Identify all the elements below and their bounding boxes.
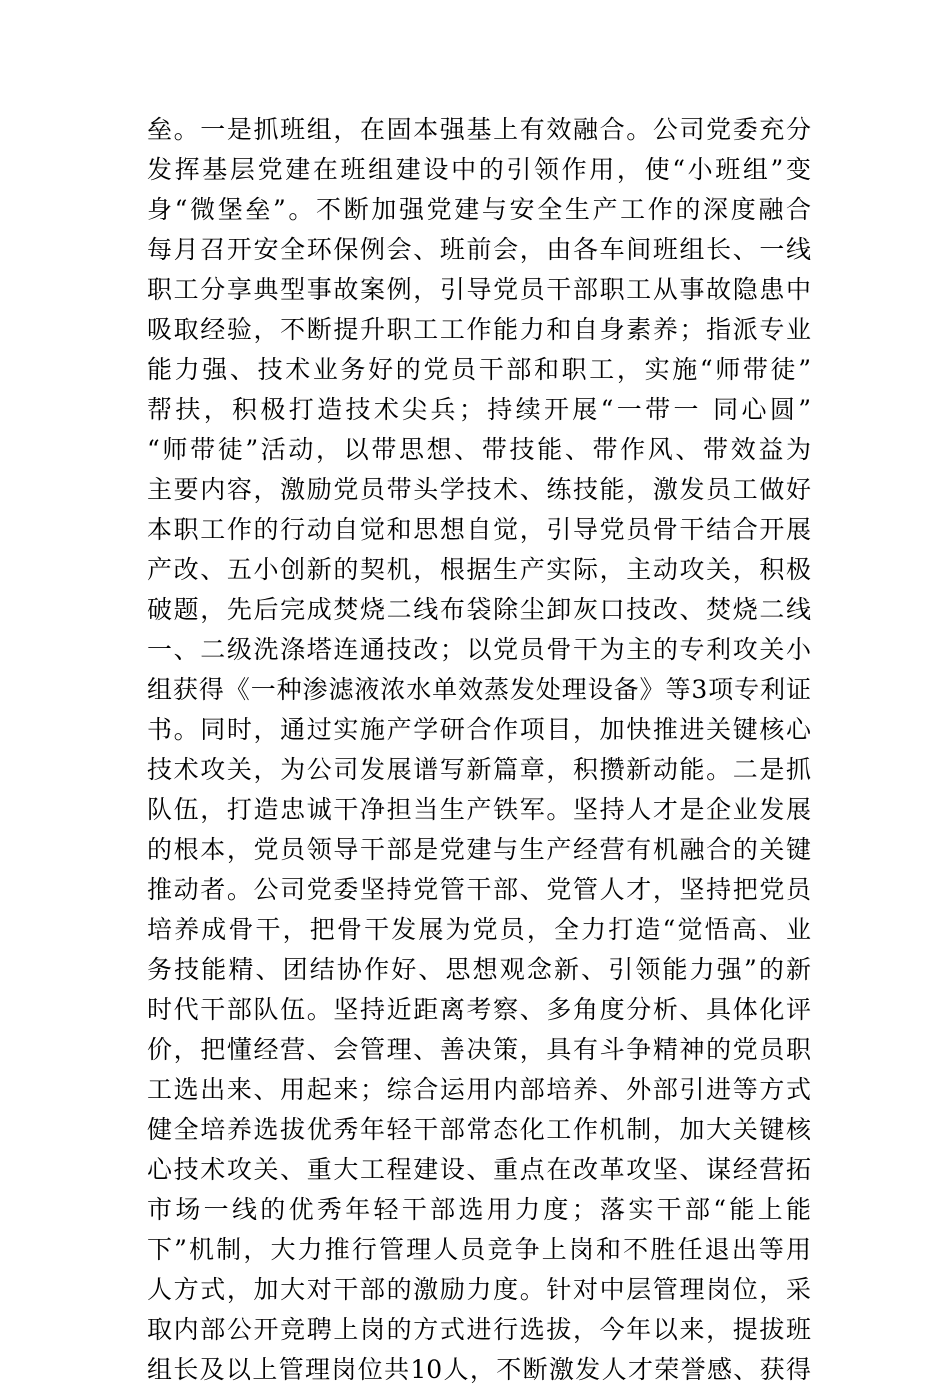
text-line: 能力强、技术业务好的党员干部和职工，实施“师带徒” (147, 355, 811, 384)
text-line: 一、二级洗涤塔连通技改；以党员骨干为主的专利攻关小 (147, 635, 811, 664)
text-line: 组获得《一种渗滤液浓水单效蒸发处理设备》等3项专利证 (147, 675, 811, 704)
text-line: “师带徒”活动，以带思想、带技能、带作风、带效益为 (147, 435, 811, 464)
text-line: 人方式，加大对干部的激励力度。针对中层管理岗位，采 (147, 1275, 811, 1304)
text-line: 组长及以上管理岗位共10人，不断激发人才荣誉感、获得 (147, 1355, 811, 1384)
text-line: 技术攻关，为公司发展谱写新篇章，积攒新动能。二是抓 (147, 755, 811, 784)
text-line: 时代干部队伍。坚持近距离考察、多角度分析、具体化评 (147, 995, 811, 1024)
text-line: 下”机制，大力推行管理人员竞争上岗和不胜任退出等用 (147, 1235, 811, 1264)
text-line: 职工分享典型事故案例，引导党员干部职工从事故隐患中 (147, 275, 811, 304)
text-line: 产改、五小创新的契机，根据生产实际，主动攻关，积极 (147, 555, 811, 584)
text-line: 每月召开安全环保例会、班前会，由各车间班组长、一线 (147, 235, 811, 264)
text-line: 帮扶，积极打造技术尖兵；持续开展“一带一 同心圆” (147, 395, 811, 424)
text-line: 价，把懂经营、会管理、善决策，具有斗争精神的党员职 (147, 1035, 811, 1064)
text-line: 发挥基层党建在班组建设中的引领作用，使“小班组”变 (147, 155, 811, 184)
body-paragraph (147, 110, 811, 1390)
text-line: 破题，先后完成焚烧二线布袋除尘卸灰口技改、焚烧二线 (147, 595, 811, 624)
text-line: 书。同时，通过实施产学研合作项目，加快推进关键核心 (147, 715, 811, 744)
text-line: 推动者。公司党委坚持党管干部、党管人才，坚持把党员 (147, 875, 811, 904)
text-line: 主要内容，激励党员带头学技术、练技能，激发员工做好 (147, 475, 811, 504)
text-line: 吸取经验，不断提升职工工作能力和自身素养；指派专业 (147, 315, 811, 344)
text-line: 的根本，党员领导干部是党建与生产经营有机融合的关键 (147, 835, 811, 864)
text-line: 心技术攻关、重大工程建设、重点在改革攻坚、谋经营拓 (147, 1155, 811, 1184)
text-line: 市场一线的优秀年轻干部选用力度；落实干部“能上能 (147, 1195, 811, 1224)
text-line: 培养成骨干，把骨干发展为党员，全力打造“觉悟高、业 (147, 915, 811, 944)
text-line: 取内部公开竞聘上岗的方式进行选拔，今年以来，提拔班 (147, 1315, 811, 1344)
text-line: 身“微堡垒”。不断加强党建与安全生产工作的深度融合 (147, 195, 811, 224)
text-line: 务技能精、团结协作好、思想观念新、引领能力强”的新 (147, 955, 811, 984)
text-line: 健全培养选拔优秀年轻干部常态化工作机制，加大关键核 (147, 1115, 811, 1144)
text-line: 本职工作的行动自觉和思想自觉，引导党员骨干结合开展 (147, 515, 811, 544)
text-line: 垒。一是抓班组，在固本强基上有效融合。公司党委充分 (147, 115, 811, 144)
text-line: 队伍，打造忠诚干净担当生产铁军。坚持人才是企业发展 (147, 795, 811, 824)
text-line: 工选出来、用起来；综合运用内部培养、外部引进等方式 (147, 1075, 811, 1104)
